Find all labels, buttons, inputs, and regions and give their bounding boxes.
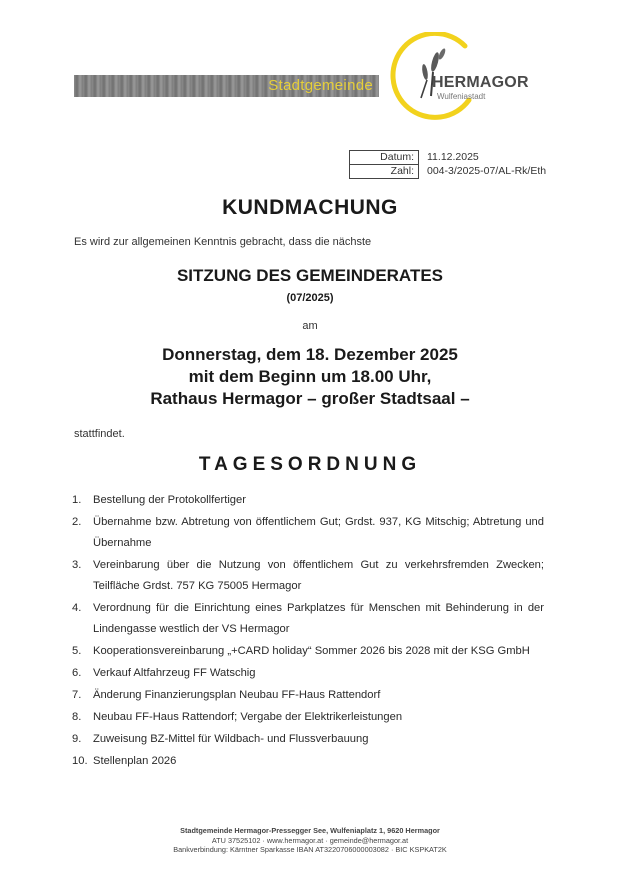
intro-text: Es wird zur allgemeinen Kenntnis gebracht, dass die nächste (74, 236, 372, 248)
agenda-item-text: Stellenplan 2026 (93, 755, 177, 767)
agenda-item-text: Kooperationsvereinbarung „+CARD holiday“ Sommer 2026 bis 2028 mit der KSG GmbH (93, 645, 530, 657)
agenda-item-number: 9. (72, 733, 82, 745)
agenda-item-number: 3. (72, 559, 82, 571)
agenda-item-text: Bestellung der Protokollfertiger (93, 494, 246, 506)
document-title: KUNDMACHUNG (222, 196, 398, 219)
header-band (74, 75, 379, 97)
footer-bank: Bankverbindung: Kärntner Sparkasse IBAN AT3220706000003082 · BIC KSPKAT2K (173, 845, 447, 854)
agenda-list (72, 490, 544, 773)
agenda-item-number: 2. (72, 516, 82, 528)
agenda-item-number: 4. (72, 602, 82, 614)
agenda-item (72, 512, 544, 554)
agenda-item-number: 5. (72, 645, 82, 657)
agenda-item-number: 8. (72, 711, 82, 723)
logo-wordmark: HERMAGOR (432, 74, 529, 91)
logo-subtitle: Wulfeniastadt (437, 92, 486, 101)
page-footer (0, 826, 620, 855)
meeting-location: Rathaus Hermagor – großer Stadtsaal – (150, 389, 470, 408)
agenda-item-number: 10. (72, 755, 88, 767)
agenda-item (72, 490, 544, 511)
meeting-date: Donnerstag, dem 18. Dezember 2025 (162, 345, 458, 364)
agenda-item (72, 707, 544, 728)
meeting-name: SITZUNG DES GEMEINDERATES (176, 266, 444, 285)
footer-contact: ATU 37525102 · www.hermagor.at · gemeinde@hermagor.at (211, 835, 409, 845)
agenda-item-text: Zuweisung BZ-Mittel für Wildbach- und Flussverbauung (93, 733, 369, 745)
agenda-item-text: Vereinbarung über die Nutzung von öffentlichem Gut zu verkehrsfremden Zwecken; Teilfläche Grdst. 757 KG 75005 Hermagor (93, 559, 544, 592)
agenda-item-text: Änderung Finanzierungsplan Neubau FF-Haus Rattendorf (93, 689, 381, 701)
agenda-item-number: 6. (72, 667, 82, 679)
header-band-text: Stadtgemeinde (268, 77, 373, 94)
meeting-details (0, 344, 620, 410)
date-value: 11.12.2025 (427, 151, 479, 163)
agenda-item (72, 598, 544, 640)
agenda-item-text: Verkauf Altfahrzeug FF Watschig (93, 667, 256, 679)
meeting-time: mit dem Beginn um 18.00 Uhr, (188, 367, 432, 386)
agenda-item-number: 1. (72, 494, 82, 506)
agenda-item-text: Neubau FF-Haus Rattendorf; Vergabe der Elektrikerleistungen (93, 711, 403, 723)
footer-address: Stadtgemeinde Hermagor-Pressegger See, Wulfeniaplatz 1, 9620 Hermagor (180, 826, 440, 835)
agenda-item (72, 663, 544, 684)
agenda-item (72, 729, 544, 750)
agenda-item (72, 685, 544, 706)
agenda-title: TAGESORDNUNG (198, 454, 422, 475)
agenda-item (72, 641, 544, 662)
agenda-item (72, 555, 544, 597)
stattfindet-text: stattfindet. (74, 428, 125, 440)
reference-label: Zahl: (350, 165, 419, 179)
document-meta (349, 150, 551, 179)
reference-value: 004-3/2025-07/AL-Rk/Eth (427, 165, 547, 177)
agenda-item-text: Verordnung für die Einrichtung eines Parkplatzes für Menschen mit Behinderung in der Lindengasse westlich der VS Hermagor (93, 602, 544, 635)
agenda-item-number: 7. (72, 689, 82, 701)
agenda-item-text: Übernahme bzw. Abtretung von öffentlichem Gut; Grdst. 937, KG Mitschig; Abtretung und Übernahme (93, 516, 544, 549)
agenda-item (72, 751, 544, 772)
meeting-number: (07/2025) (286, 292, 334, 304)
am-text: am (302, 320, 318, 332)
date-label: Datum: (350, 151, 419, 165)
